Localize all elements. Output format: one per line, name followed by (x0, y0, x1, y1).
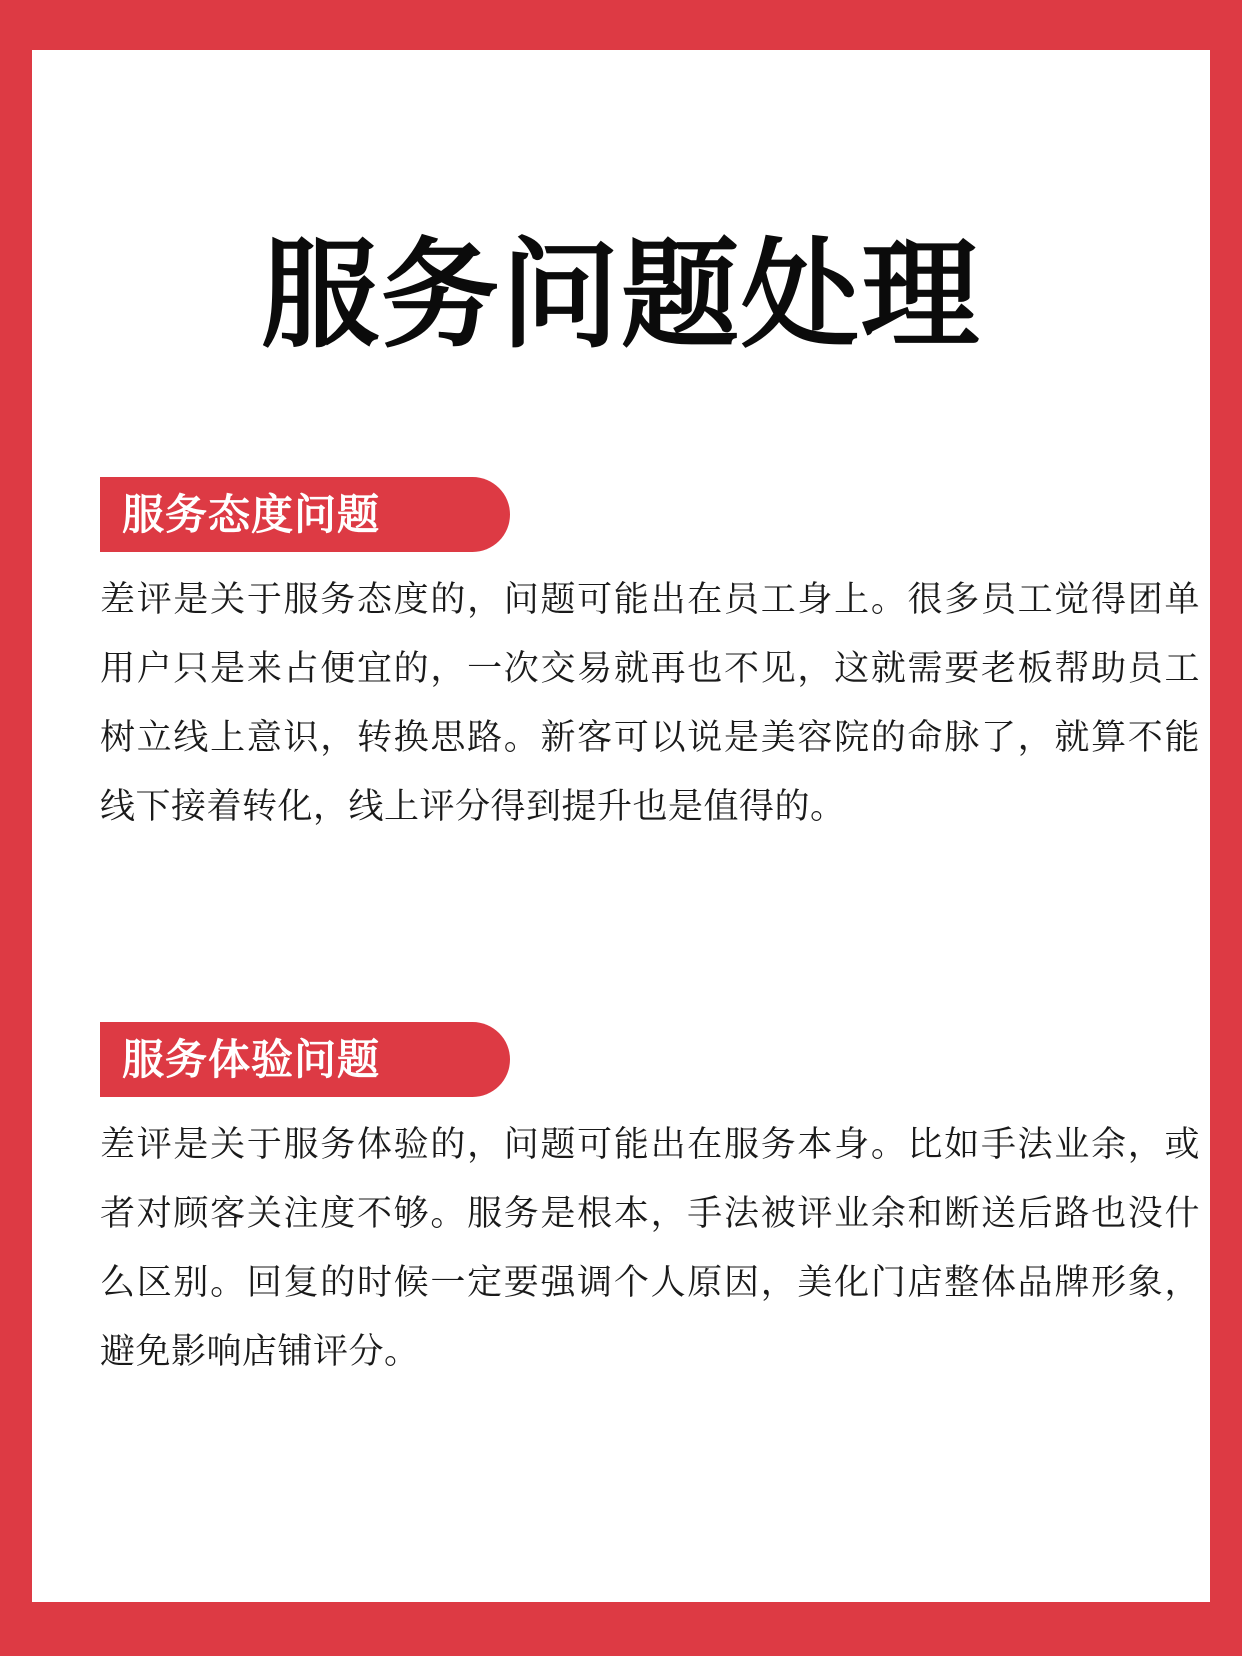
section-heading-badge: 服务体验问题 (100, 1022, 510, 1097)
section-service-experience (100, 1022, 1200, 1387)
page-title: 服务问题处理 (260, 225, 981, 364)
section-body-text: 差评是关于服务体验的，问题可能出在服务本身。比如手法业余，或者对顾客关注度不够。服务是根本，手法被评业余和断送后路也没什么区别。回复的时候一定要强调个人原因，美化门店整体品牌形象，避免影响店铺评分。 (100, 1125, 1200, 1372)
section-body-text: 差评是关于服务态度的，问题可能出在员工身上。很多员工觉得团单用户只是来占便宜的，一次交易就再也不见，这就需要老板帮助员工树立线上意识，转换思路。新客可以说是美容院的命脉了，就算不能线下接着转化，线上评分得到提升也是值得的。 (100, 580, 1200, 827)
section-service-attitude (100, 477, 1200, 842)
section-heading-badge: 服务态度问题 (100, 477, 510, 552)
content-card (32, 50, 1210, 1602)
